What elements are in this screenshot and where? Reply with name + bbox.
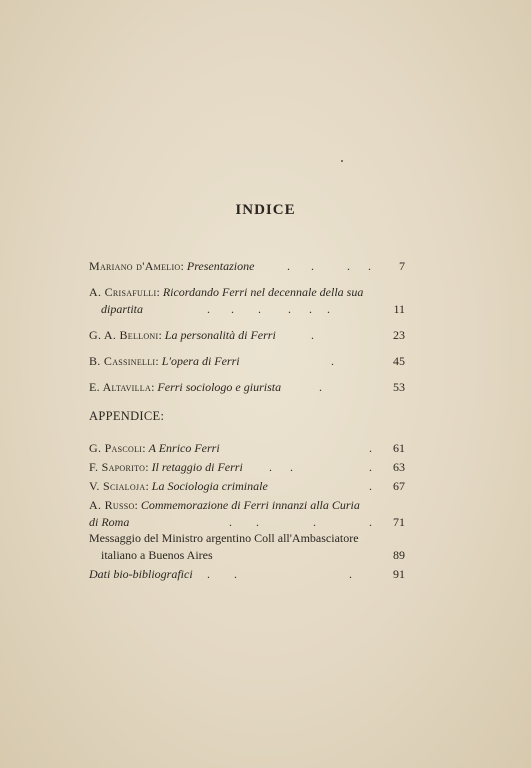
toc-title: Dati bio-bibliografici bbox=[89, 567, 193, 581]
toc-entry: Mariano d'Amelio: Presentazione . . . . 7 bbox=[89, 259, 405, 273]
toc-entry: A. Crisafulli: Ricordando Ferri nel decennale della sua dipartita . . . . . . 11 bbox=[89, 285, 405, 316]
toc-title: La personalità di Ferri bbox=[164, 328, 276, 342]
toc-author: Mariano d'Amelio bbox=[89, 259, 181, 273]
toc-page-number: 61 bbox=[393, 441, 405, 455]
toc-page-number: 71 bbox=[393, 515, 405, 529]
dot-leader: . bbox=[369, 515, 372, 529]
toc-page-number: 53 bbox=[393, 380, 405, 394]
dot-leader: . bbox=[331, 354, 334, 368]
toc-entry: A. Russo: Commemorazione di Ferri innanzi alla Curia di Roma . . . . 71 bbox=[89, 498, 405, 529]
toc-text-continued: italiano a Buenos Aires bbox=[101, 548, 213, 562]
toc-author: A. Russo bbox=[89, 498, 135, 512]
toc-page-number: 7 bbox=[399, 259, 405, 273]
toc-author: F. Saporito bbox=[89, 460, 146, 474]
toc-page-number: 63 bbox=[393, 460, 405, 474]
toc-title: L'opera di Ferri bbox=[161, 354, 240, 368]
toc-entry: G. A. Belloni: La personalità di Ferri . 23 bbox=[89, 328, 405, 342]
toc-page-number: 91 bbox=[393, 567, 405, 581]
toc-title: Ferri sociologo e giurista bbox=[157, 380, 282, 394]
toc-entry: E. Altavilla: Ferri sociologo e giurista . 53 bbox=[89, 380, 405, 394]
toc-author: B. Cassinelli bbox=[89, 354, 156, 368]
toc-author: E. Altavilla bbox=[89, 380, 152, 394]
toc-entry bbox=[89, 530, 405, 564]
toc-title-continued: dipartita bbox=[101, 302, 144, 316]
toc-page-number: 45 bbox=[393, 354, 405, 368]
toc-author: G. Pascoli bbox=[89, 441, 143, 455]
index-title: INDICE bbox=[235, 202, 296, 218]
toc-title: Commemorazione di Ferri innanzi alla Curia bbox=[140, 498, 360, 512]
toc-text: Messaggio del Ministro argentino Coll all'Ambasciatore bbox=[89, 531, 359, 545]
toc-title: Presentazione bbox=[186, 259, 255, 273]
toc-title: Ricordando Ferri nel decennale della sua bbox=[162, 285, 364, 299]
toc-entry bbox=[89, 566, 405, 583]
dot-leader: . bbox=[319, 380, 322, 394]
toc-page-number: 23 bbox=[393, 328, 405, 342]
appendix-heading: APPENDICE: bbox=[89, 409, 165, 423]
toc-entry: V. Scialoja: La Sociologia criminale . 67 bbox=[89, 479, 405, 493]
dot-leader: . bbox=[369, 460, 372, 474]
toc-entry: G. Pascoli: A Enrico Ferri . 61 bbox=[89, 441, 405, 455]
dot-leader: . . bbox=[207, 567, 237, 581]
dot-leader: . bbox=[349, 567, 352, 581]
toc-page-number: 11 bbox=[393, 302, 405, 316]
toc-title: A Enrico Ferri bbox=[148, 441, 220, 455]
toc-title: La Sociologia criminale bbox=[151, 479, 268, 493]
toc-page-number: 89 bbox=[393, 548, 405, 562]
toc-author: V. Scialoja bbox=[89, 479, 146, 493]
dot-leader: . . . . . . bbox=[207, 302, 330, 316]
stray-dot bbox=[341, 160, 343, 162]
dot-leader: . . . bbox=[229, 515, 316, 529]
toc-title-continued: di Roma bbox=[89, 515, 130, 529]
toc-page-number: 67 bbox=[393, 479, 405, 493]
toc-author: G. A. Belloni bbox=[89, 328, 159, 342]
dot-leader: . bbox=[369, 441, 372, 455]
toc-entry: F. Saporito: Il retaggio di Ferri . . . 63 bbox=[89, 460, 405, 474]
toc-author: A. Crisafulli bbox=[89, 285, 157, 299]
dot-leader: . bbox=[369, 479, 372, 493]
dot-leader: . . . . bbox=[287, 259, 371, 273]
toc-entry: B. Cassinelli: L'opera di Ferri . 45 bbox=[89, 354, 405, 368]
toc-title: Il retaggio di Ferri bbox=[151, 460, 243, 474]
dot-leader: . bbox=[311, 328, 314, 342]
dot-leader: . . bbox=[269, 460, 293, 474]
